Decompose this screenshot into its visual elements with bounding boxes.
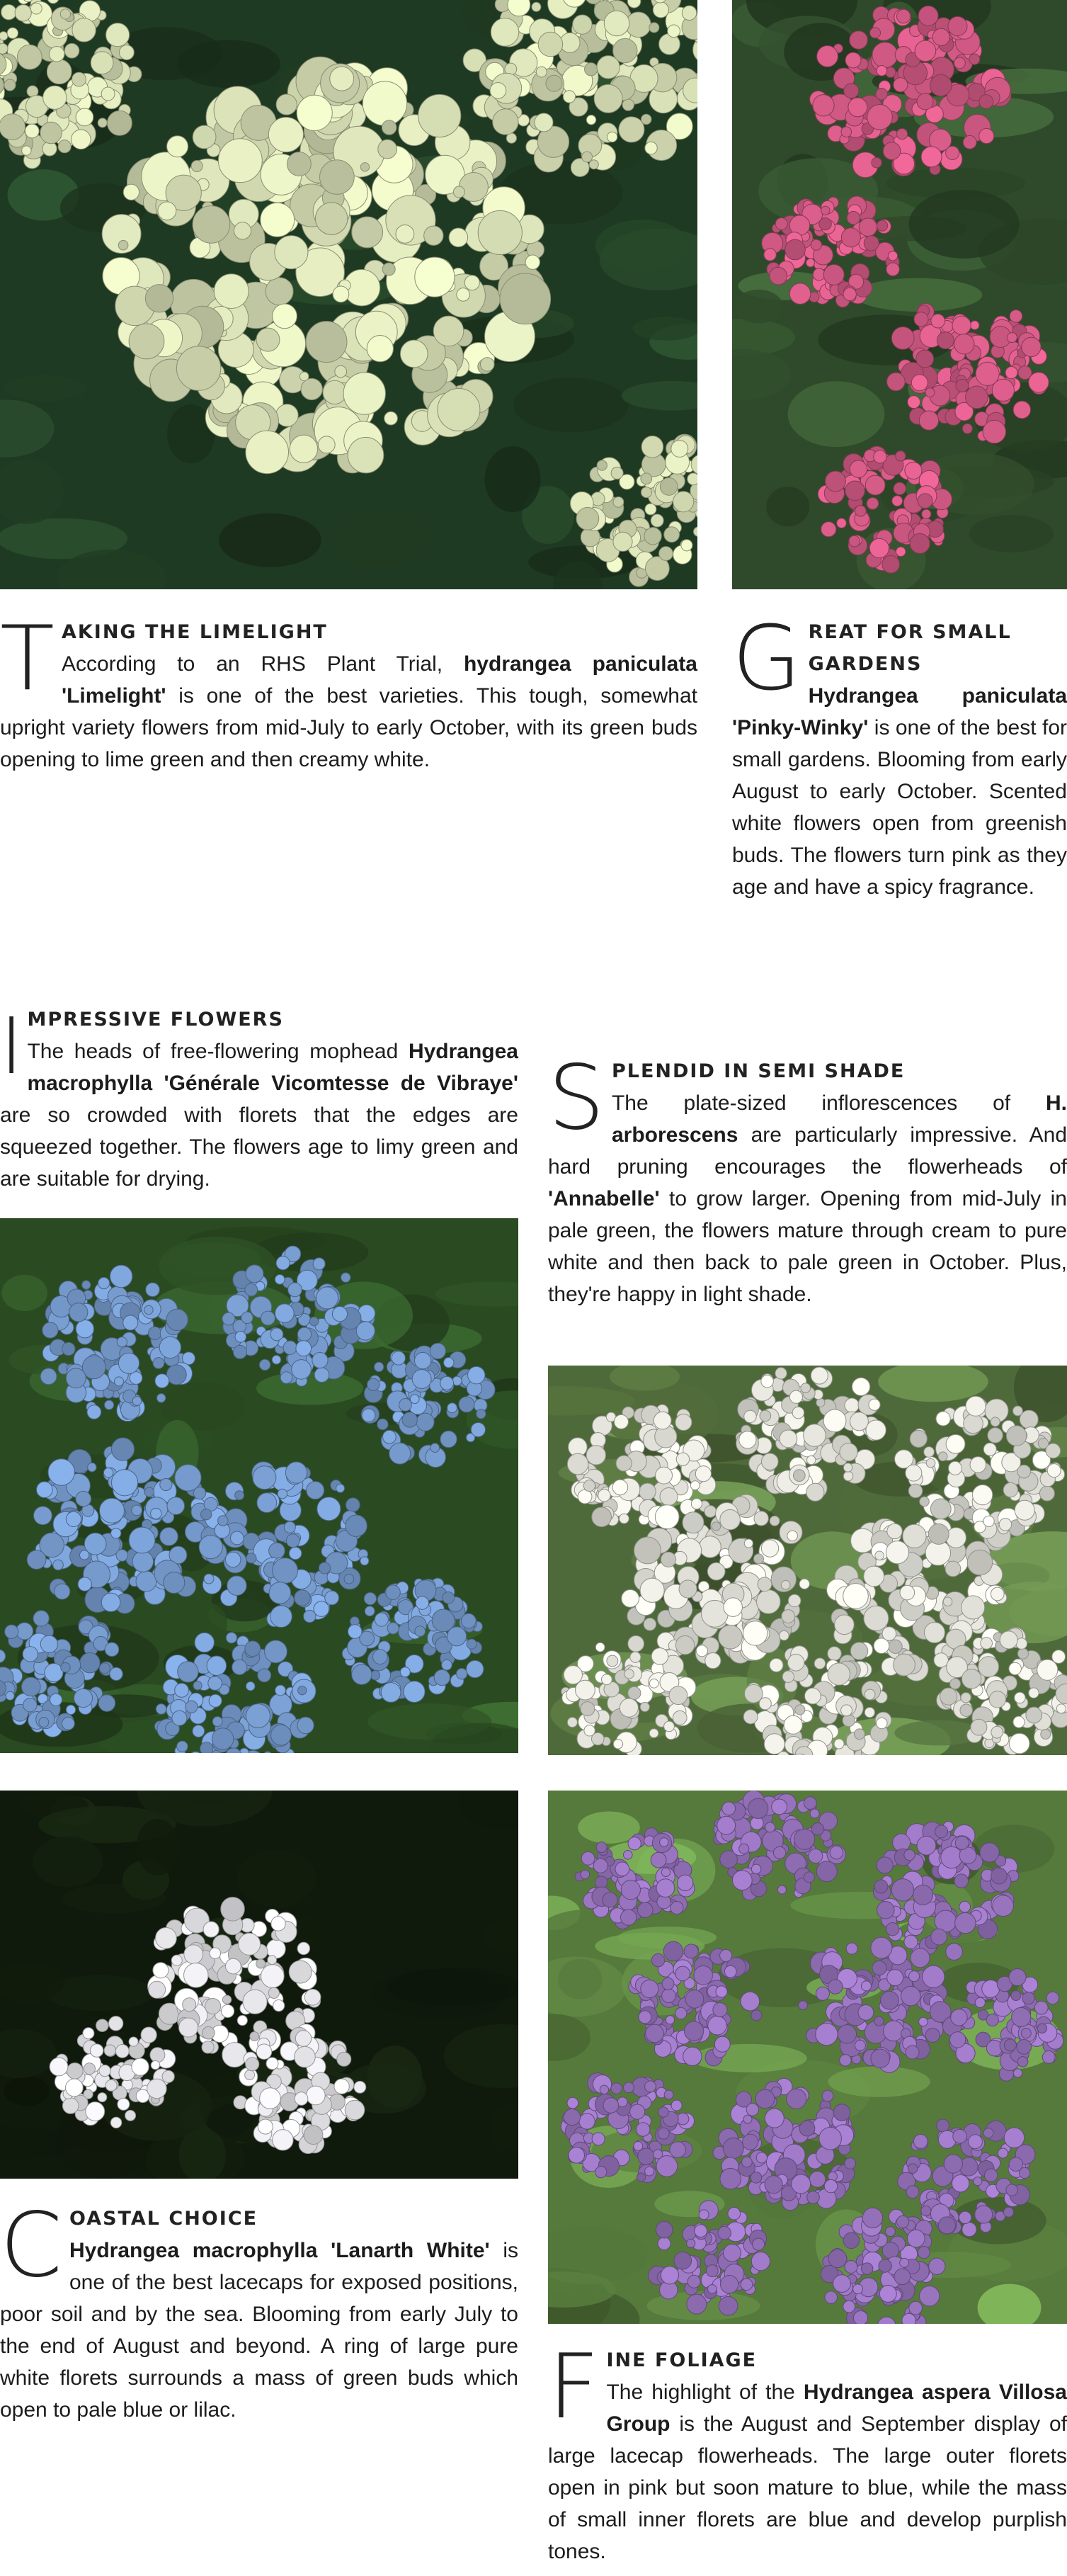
plant-name: hydrangea paniculata 'Limelight' — [61, 652, 697, 708]
body-text: are so crowded with florets that the edges are squeezed together. The flowers age to limy green and are suitable for drying. — [0, 1103, 518, 1191]
body-text: is one of the best for small gardens. Blooming from early August to early October. Scented white flowers open from greenish buds. The flowers turn pink as they age and have a spicy fragrance. — [732, 716, 1067, 899]
leaf — [1, 1275, 47, 1311]
leaf — [485, 446, 541, 512]
drop-cap: T — [0, 606, 55, 710]
drop-cap: C — [0, 2193, 62, 2297]
leaf — [33, 1837, 103, 1887]
leaf — [633, 317, 697, 340]
article-body — [732, 680, 1067, 903]
leaf — [788, 381, 885, 447]
article-great-for-small-gardens — [732, 606, 1067, 903]
leaf — [387, 1968, 518, 2006]
article-heading: PLENDID IN SEMI SHADE — [611, 1060, 906, 1082]
leaf — [4, 375, 86, 401]
drop-cap: I — [0, 1001, 23, 1091]
plant-name: H. arborescens — [611, 1091, 1067, 1147]
annabelle-hydrangea-photo — [548, 1366, 1067, 1755]
leaf — [855, 278, 983, 312]
article-heading: INE FOLIAGE — [606, 2349, 758, 2371]
article-body — [548, 1087, 1067, 1310]
leaf — [4, 2076, 50, 2106]
leaf — [734, 290, 783, 324]
article-heading: AKING THE LIMELIGHT — [61, 621, 328, 643]
leaf — [828, 2066, 930, 2096]
drop-cap: F — [548, 2334, 600, 2439]
drop-cap: S — [548, 1045, 605, 1150]
leaf — [766, 487, 809, 526]
article-body — [548, 2376, 1067, 2568]
plant-name: 'Annabelle' — [548, 1187, 660, 1210]
body-text: According to an RHS Plant Trial, — [61, 652, 464, 676]
leaf — [256, 1371, 363, 1405]
leaf — [367, 2046, 422, 2108]
blue-mophead-hydrangea-photo — [0, 1218, 518, 1753]
article-fine-foliage — [548, 2334, 1067, 2568]
article-impressive-flowers — [0, 1001, 518, 1195]
body-text: The plate-sized inflorescences of — [611, 1091, 1046, 1115]
body-text: is the August and September display of large lacecap flowerheads. The large outer florets open in pink but soon mature to blue, while the mass of small inner florets are blue and develop purplish tones. — [548, 2412, 1067, 2563]
plant-name: Hydrangea aspera Villosa Group — [606, 2381, 1067, 2436]
leaf — [969, 515, 1054, 552]
leaf — [513, 378, 628, 432]
body-text: to grow larger. Opening from mid-July in pale green, the flowers mature through cream to pure white and then back to pale green in October. Plus, they're happy in light shade. — [548, 1187, 1067, 1306]
leaf — [219, 514, 321, 567]
leaf — [909, 190, 1020, 259]
leaf — [558, 1959, 602, 1999]
lanarth-white-lacecap-photo — [0, 1791, 518, 2179]
body-text: is one of the best varieties. This tough, somewhat upright variety flowers from mid-July to early October, with its green buds opening to lime green and then creamy white. — [0, 684, 697, 771]
leaf — [326, 509, 435, 569]
limelight-hydrangea-photo — [0, 0, 697, 589]
article-heading: OASTAL CHOICE — [69, 2208, 258, 2230]
body-text: The heads of free-flowering mophead — [27, 1040, 409, 1063]
body-text: are particularly impressive. And hard pruning encourages the flowerheads of — [548, 1123, 1067, 1179]
leaf — [236, 1849, 316, 1907]
article-body — [0, 648, 697, 776]
plant-name: Hydrangea paniculata 'Pinky-Winky' — [732, 684, 1067, 739]
drop-cap: G — [732, 606, 801, 710]
article-splendid-in-semi-shade — [548, 1045, 1067, 1310]
article-body — [0, 2235, 518, 2426]
aspera-villosa-lacecap-photo — [548, 1791, 1067, 2324]
article-taking-the-limelight — [0, 606, 697, 776]
article-body — [0, 1035, 518, 1195]
article-coastal-choice — [0, 2193, 518, 2426]
body-text: The highlight of the — [606, 2381, 804, 2404]
article-heading: MPRESSIVE FLOWERS — [27, 1009, 284, 1031]
plant-name: Hydrangea macrophylla 'Générale Vicomtesse de Vibraye' — [27, 1040, 518, 1095]
body-text: is one of the best lacecaps for exposed positions, poor soil and by the sea. Blooming from early July to the end of August and beyond. A ring of large pure white florets surrounds a mass of green buds which open to pale blue or lilac. — [0, 2239, 518, 2422]
pinky-winky-hydrangea-photo — [732, 0, 1067, 589]
plant-name: Hydrangea macrophylla 'Lanarth White' — [69, 2239, 490, 2262]
article-heading: REAT FOR SMALL GARDENS — [808, 621, 1012, 675]
leaf — [136, 1819, 179, 1876]
leaf — [177, 40, 280, 88]
